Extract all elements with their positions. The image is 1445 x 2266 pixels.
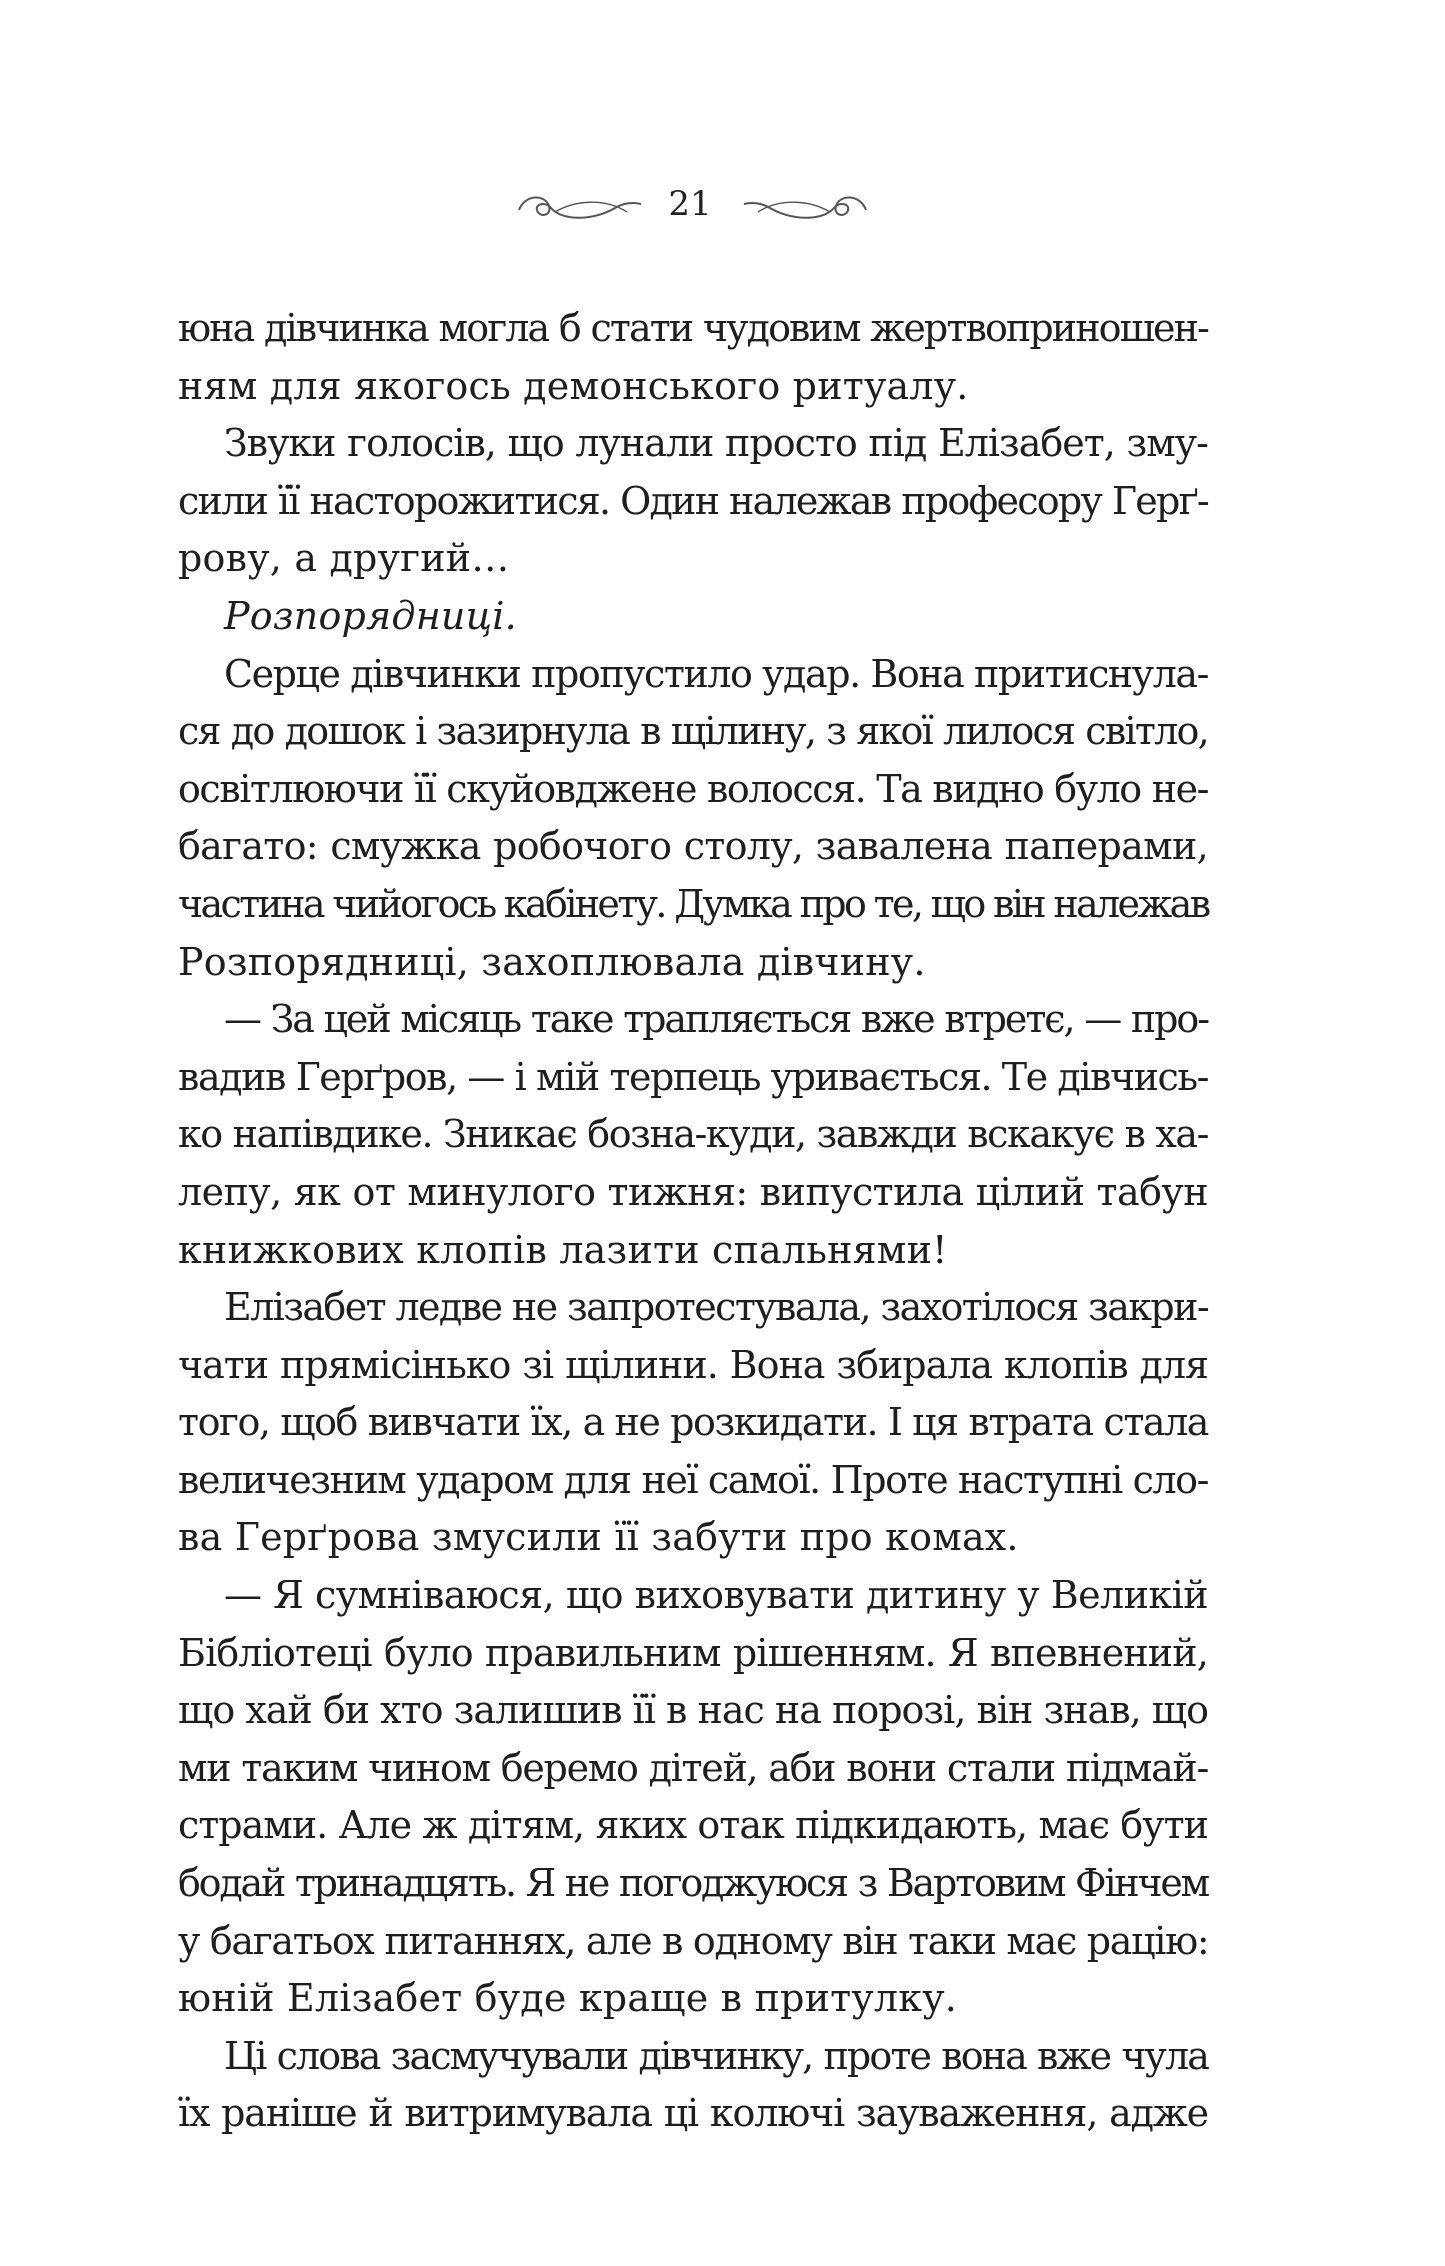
text-line: чати прямісінько зі щілини. Вона збирала клопів для — [178, 1342, 1208, 1387]
text-line: юній Елізабет буде краще в притулку. — [178, 1976, 958, 2021]
text-line: Звуки голосів, що лунали просто під Елізабет, зму- — [224, 421, 1208, 466]
text-line: Серце дівчинки пропустило удар. Вона притиснула- — [224, 651, 1208, 696]
text-line: Елізабет ледве не запротестувала, захотілося закри- — [224, 1285, 1209, 1330]
text-line: їх раніше й витримувала ці колючі зауваження, адже — [178, 2091, 1208, 2136]
text-line: ко напівдике. Зникає бозна-куди, завжди вскакує в ха- — [178, 1112, 1208, 1157]
text-line: страми. Але ж дітям, яких отак підкидають, має бути — [178, 1803, 1208, 1848]
text-line: Ці слова засмучували дівчинку, проте вона вже чула — [224, 2033, 1208, 2078]
text-line: ва Герґрова змусили її забути про комах. — [178, 1515, 1019, 1560]
text-line: книжкових клопів лазити спальнями! — [178, 1227, 948, 1272]
text-line: юна дівчинка могла б стати чудовим жертвоприношен- — [178, 306, 1208, 350]
page-header — [0, 168, 1445, 248]
text-line: у багатьох питаннях, але в одному він таки має рацію: — [178, 1918, 1209, 1963]
text-line: освітлюючи її скуйовджене волосся. Та видно було не- — [178, 766, 1208, 811]
text-line: бодай тринадцять. Я не погоджуюся з Вартовим Фінчем — [178, 1861, 1208, 1906]
text-line: частина чийогось кабінету. Думка про те, що він належав — [178, 881, 1209, 926]
text-line: багато: смужка робочого столу, завалена паперами, — [178, 824, 1208, 869]
text-line: — Я сумніваюся, що виховувати дитину у Великій — [224, 1573, 1208, 1618]
text-line: Розпорядниці, захоплювала дівчину. — [178, 939, 926, 984]
text-line: Бібліотеці було правильним рішенням. Я впевнений, — [178, 1630, 1208, 1675]
text-line: що хай би хто залишив її в нас на порозі, він знав, що — [178, 1688, 1208, 1733]
text-line: Розпорядниці. — [224, 593, 517, 638]
text-line: лепу, як от минулого тижня: випустила цілий табун — [178, 1169, 1208, 1214]
swirl-ornament-right-icon — [740, 186, 870, 230]
text-line: того, щоб вивчати їх, а не розкидати. І ця втрата стала — [178, 1400, 1208, 1445]
text-line: сили її насторожитися. Один належав професору Герґ- — [178, 478, 1208, 523]
body-text — [178, 300, 1208, 2143]
text-line: — За цей місяць таке трапляється вже втретє, — про- — [224, 997, 1208, 1042]
text-line: вадив Герґров, — і мій терпець уривається. Те дівчись- — [178, 1054, 1208, 1099]
text-line: ням для якогось демонського ритуалу. — [178, 363, 969, 408]
text-line: ми таким чином беремо дітей, аби вони стали підмай- — [178, 1745, 1208, 1790]
text-line: рову, а другий… — [178, 536, 510, 581]
text-line: ся до дошок і зазирнула в щілину, з якої лилося світло, — [178, 709, 1208, 754]
text-line: величезним ударом для неї самої. Проте наступні сло- — [178, 1457, 1208, 1502]
page-number: 21 — [668, 184, 712, 224]
swirl-ornament-left-icon — [515, 186, 645, 230]
